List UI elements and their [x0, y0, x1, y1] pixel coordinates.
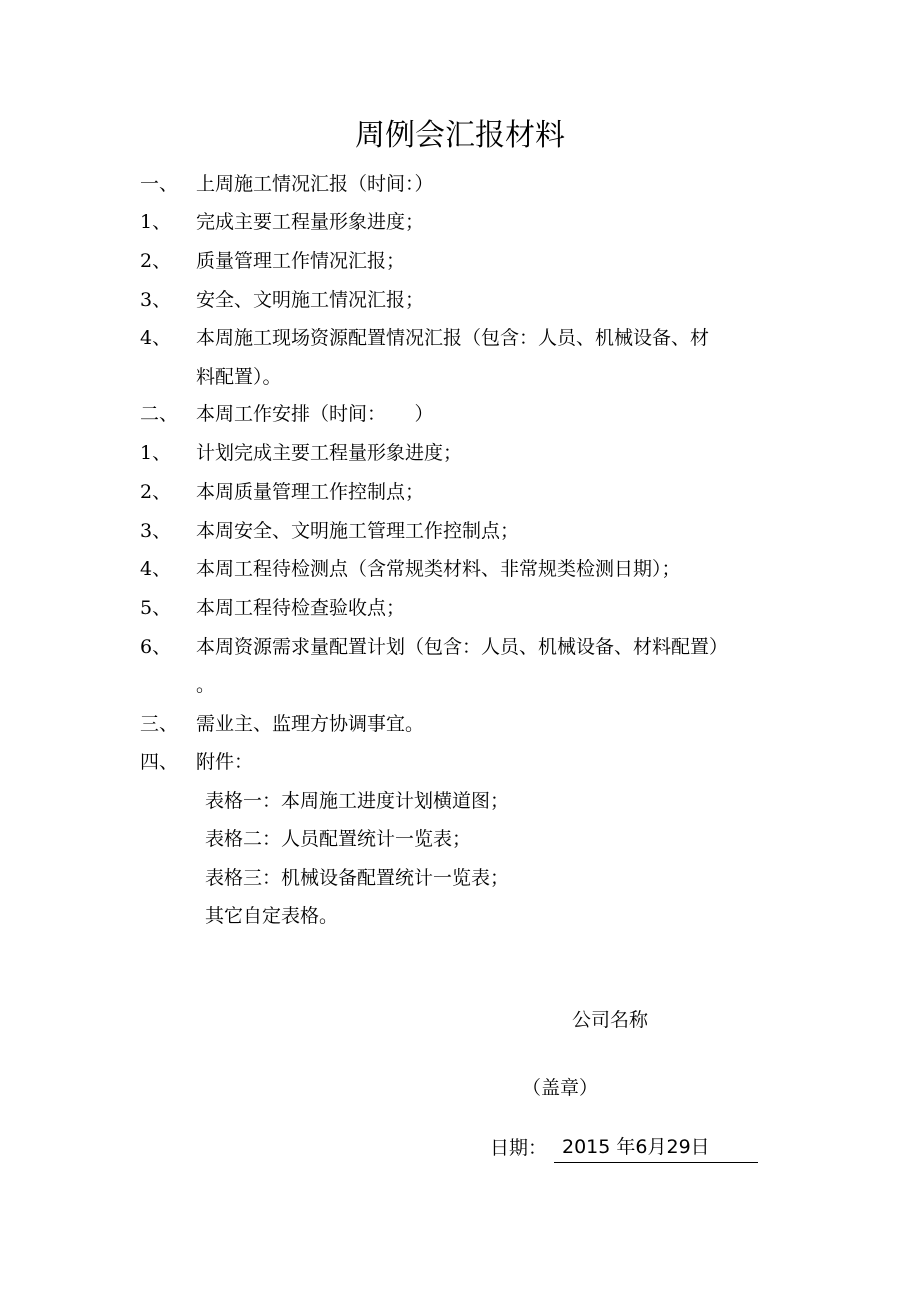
item-text: 安全、文明施工情况汇报； — [196, 289, 425, 311]
item-text: 完成主要工程量形象进度； — [196, 211, 425, 233]
list-item — [0, 284, 920, 316]
section-2-heading — [0, 398, 920, 430]
item-number: 1、 — [140, 442, 172, 464]
item-number: 4、 — [140, 558, 172, 580]
company-name: 公司名称 — [572, 1009, 649, 1031]
item-number: 1、 — [140, 211, 172, 233]
section-4-heading — [0, 746, 920, 778]
item-number: 2、 — [140, 250, 172, 272]
list-item-continuation — [0, 361, 920, 393]
item-text: 计划完成主要工程量形象进度； — [196, 442, 463, 464]
section-title: 上周施工情况汇报（时间：） — [196, 173, 434, 195]
section-number: 三、 — [140, 713, 179, 735]
list-item — [0, 476, 920, 508]
list-item — [0, 206, 920, 238]
item-text: 本周工程待检查验收点； — [196, 597, 406, 619]
item-text: 本周资源需求量配置计划（包含：人员、机械设备、材料配置） — [196, 636, 729, 658]
attachment-item: 表格一：本周施工进度计划横道图； — [205, 790, 510, 812]
date-value: 2015 年6月29日 — [554, 1132, 758, 1163]
list-item — [0, 553, 920, 585]
item-text: 本周质量管理工作控制点； — [196, 481, 425, 503]
list-item — [0, 592, 920, 624]
date-label: 日期： — [490, 1137, 548, 1159]
item-text: 本周安全、文明施工管理工作控制点； — [196, 520, 520, 542]
item-number: 4、 — [140, 327, 172, 349]
item-text-cont: 。 — [196, 674, 216, 696]
section-number: 四、 — [140, 751, 179, 773]
item-number: 2、 — [140, 481, 172, 503]
attachment-item: 其它自定表格。 — [205, 905, 339, 927]
list-item — [0, 515, 920, 547]
list-item — [0, 631, 920, 663]
item-text: 本周施工现场资源配置情况汇报（包含：人员、机械设备、材 — [196, 327, 710, 349]
list-item — [0, 437, 920, 469]
section-title: 附件： — [196, 751, 254, 773]
attachment-item: 表格三：机械设备配置统计一览表； — [205, 867, 510, 889]
item-text: 本周工程待检测点（含常规类材料、非常规类检测日期）； — [196, 558, 681, 580]
item-number: 3、 — [140, 289, 172, 311]
list-item-continuation — [0, 669, 920, 701]
section-1-heading — [0, 168, 920, 200]
section-title: 需业主、监理方协调事宜。 — [196, 713, 425, 735]
list-item — [0, 245, 920, 277]
item-text-cont: 料配置）。 — [196, 366, 282, 388]
section-number: 二、 — [140, 403, 179, 425]
section-title: 本周工作安排（时间： ） — [196, 403, 434, 425]
item-text: 质量管理工作情况汇报； — [196, 250, 406, 272]
item-number: 6、 — [140, 636, 172, 658]
section-3-heading — [0, 708, 920, 740]
attachment-item: 表格二：人员配置统计一览表； — [205, 828, 472, 850]
item-number: 3、 — [140, 520, 172, 542]
list-item — [0, 322, 920, 354]
item-number: 5、 — [140, 597, 172, 619]
seal-label: （盖章） — [522, 1077, 599, 1099]
section-number: 一、 — [140, 173, 179, 195]
page-title: 周例会汇报材料 — [355, 118, 565, 153]
